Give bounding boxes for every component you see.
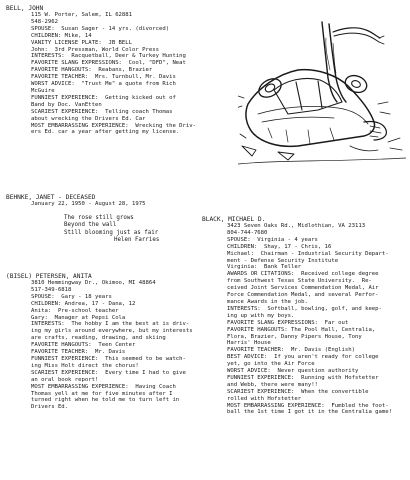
entry-line: WORST ADVICE: Never question authority bbox=[227, 368, 359, 375]
entry-dates: January 22, 1950 - August 28, 1975 bbox=[31, 201, 146, 207]
entry-line: Thomas yell at me for five minutes after I bbox=[31, 390, 173, 397]
entry-line: ing my girls around everywhere, but my interests bbox=[31, 328, 193, 335]
entry-line: WORST ADVICE: "Trust Me" a quote from Rich bbox=[31, 81, 176, 88]
entry-line: SPOUSE: Gary - 18 years bbox=[31, 293, 112, 300]
entry-line: 548-2962 bbox=[31, 18, 58, 25]
wrecked-car-illustration bbox=[238, 18, 406, 168]
entry-line: an oral book report! bbox=[31, 376, 99, 383]
entry-line: MOST EMBARRASSING EXPERIENCE: Wrecking the Driv- bbox=[31, 122, 197, 129]
entry-line: are crafts, reading, drawing, and skiing bbox=[31, 335, 166, 342]
entry-petersen bbox=[6, 273, 193, 411]
entry-line: 804-744-7680 bbox=[227, 229, 268, 236]
entry-line: FAVORITE HANGOUTS: Reabans, Brazier bbox=[31, 67, 153, 74]
entry-line: turned right when he told me to turn left in bbox=[31, 397, 180, 404]
entry-line: McGuire bbox=[31, 87, 55, 94]
entry-line: SPOUSE: Susan Sager - 14 yrs. (divorced) bbox=[31, 25, 170, 32]
entry-body bbox=[31, 12, 196, 136]
entry-line: INTERESTS: Racquetball, Deer & Turkey Hunting bbox=[31, 53, 186, 60]
entry-line: Virginia: Bank Teller bbox=[227, 264, 302, 271]
entry-line: 3810 Hemmingway Dr., Okimoo, MI 48864 bbox=[31, 280, 156, 286]
entry-line: SCARIEST EXPERIENCE: Every time I had to give bbox=[31, 369, 186, 376]
poem-author: Helen Farries bbox=[114, 237, 160, 244]
entry-line: Drivers Ed. bbox=[31, 404, 69, 411]
entry-line: Gary: Manager at Pepsi Cola bbox=[31, 314, 126, 321]
entry-line: and Webb, there were many!! bbox=[227, 381, 318, 388]
entry-line: CHILDREN: Andrea, 17 - Dana, 12 bbox=[31, 300, 136, 307]
entry-line: Force Commendation Medal, and several Perfor- bbox=[227, 292, 379, 299]
entry-black bbox=[202, 216, 392, 416]
poem-line: The rose still grows bbox=[64, 214, 134, 221]
entry-line: FUNNIEST EXPERIENCE: Running with Hofstetter bbox=[227, 374, 379, 381]
entry-line: FAVORITE HANGOUTS: The Pool Hall, Centralia, bbox=[227, 326, 376, 333]
entry-line: 3423 Seven Oaks Rd., Midlothian, VA 23113 bbox=[227, 223, 366, 229]
entry-line: Anita: Pre-school teacher bbox=[31, 307, 119, 314]
entry-bell bbox=[6, 5, 196, 136]
entry-line: FUNNIEST EXPERIENCE: This seemed to be watch- bbox=[31, 355, 186, 362]
entry-line: FAVORITE TEACHER: Mrs. Turnbull, Mr. Davis bbox=[31, 74, 176, 81]
entry-name: BLACK, MICHAEL D. bbox=[202, 216, 266, 223]
entry-line: ing up with my boys. bbox=[227, 312, 295, 319]
entry-line: 115 W. Porter, Salem, IL 62881 bbox=[31, 12, 133, 18]
entry-line: AWARDS OR CITATIONS: Received college degree bbox=[227, 271, 379, 278]
entry-line: FUNNIEST EXPERIENCE: Getting kicked out of bbox=[31, 94, 176, 101]
entry-line: rolled with Hofstetter bbox=[227, 395, 302, 402]
entry-line: Flora, Brazier, Danny Pipers House, Tony bbox=[227, 333, 362, 340]
entry-line: ceived Joint Services Commendation Medal, Air bbox=[227, 285, 379, 292]
entry-name: BEHNKE, JANET - DECEASED bbox=[6, 194, 96, 201]
poem-line: Still blooming just as fair bbox=[64, 229, 159, 236]
entry-line: MOST EMBARRASSING EXPERIENCE: Having Coach bbox=[31, 383, 176, 390]
entry-line: SPOUSE: Virginia - 4 years bbox=[227, 236, 318, 243]
memorial-poem bbox=[64, 215, 159, 245]
entry-line: SCARIEST EXPERIENCE: When the convertible bbox=[227, 388, 369, 395]
entry-line: about wrecking the Drivers Ed. Car bbox=[31, 115, 146, 122]
entry-line: John: 3rd Pressman, World Color Press bbox=[31, 46, 159, 53]
entry-line: yet, go into the Air Force bbox=[227, 361, 315, 368]
entry-line: ers Ed. car a year after getting my license. bbox=[31, 129, 180, 136]
entry-line: from Southwest Texas State University. Re- bbox=[227, 278, 372, 285]
entry-line: ment - Defense Security Institute bbox=[227, 257, 339, 264]
entry-line: BEST ADVICE: If you aren't ready for college bbox=[227, 354, 379, 361]
entry-name: (BISEL) PETERSEN, ANITA bbox=[6, 273, 92, 280]
entry-line: Harris' House bbox=[227, 340, 271, 347]
entry-line: MOST EMBARRASSING EXPERIENCE: Fumbled the foot- bbox=[227, 402, 389, 409]
entry-line: Band by Doc. VanEtten bbox=[31, 101, 102, 108]
entry-line: ing Miss Holt direct the chorus! bbox=[31, 362, 139, 369]
poem-line: Beyond the wall bbox=[64, 222, 117, 229]
entry-line: FAVORITE TEACHER: Mr. Davis (English) bbox=[227, 347, 355, 354]
entry-line: FAVORITE SLANG EXPRESSIONS: Far out bbox=[227, 319, 349, 326]
entry-line: FAVORITE HANGOUTS: Teen Center bbox=[31, 342, 136, 349]
entry-line: mance Awards in the job. bbox=[227, 298, 308, 305]
entry-line: FAVORITE TEACHER: Mr. Davis bbox=[31, 349, 126, 356]
entry-line: INTERESTS: Softball, bowling, golf, and keep- bbox=[227, 305, 382, 312]
entry-line: Michael: Chairman - Industrial Security Depart- bbox=[227, 250, 389, 257]
entry-line: VANITY LICENSE PLATE: JB BELL bbox=[31, 39, 133, 46]
entry-body bbox=[31, 280, 193, 411]
entry-line: ball the 1st time I got it in the Centralia game! bbox=[227, 409, 393, 416]
entry-body bbox=[227, 223, 392, 416]
entry-line: CHILDREN: Shay, 17 - Chris, 16 bbox=[227, 243, 332, 250]
entry-line: SCARIEST EXPERIENCE: Telling coach Thomas bbox=[31, 108, 173, 115]
entry-name: BELL, JOHN bbox=[6, 5, 44, 12]
entry-line: INTERESTS: The hobby I am the best at is driv- bbox=[31, 321, 190, 328]
entry-line: CHILDREN: Mike, 14 bbox=[31, 32, 92, 39]
entry-line: FAVORITE SLANG EXPRESSIONS: Cool, "DFD", Neat bbox=[31, 60, 186, 67]
entry-line: 517-349-6818 bbox=[31, 286, 72, 293]
entry-behnke bbox=[6, 194, 159, 245]
